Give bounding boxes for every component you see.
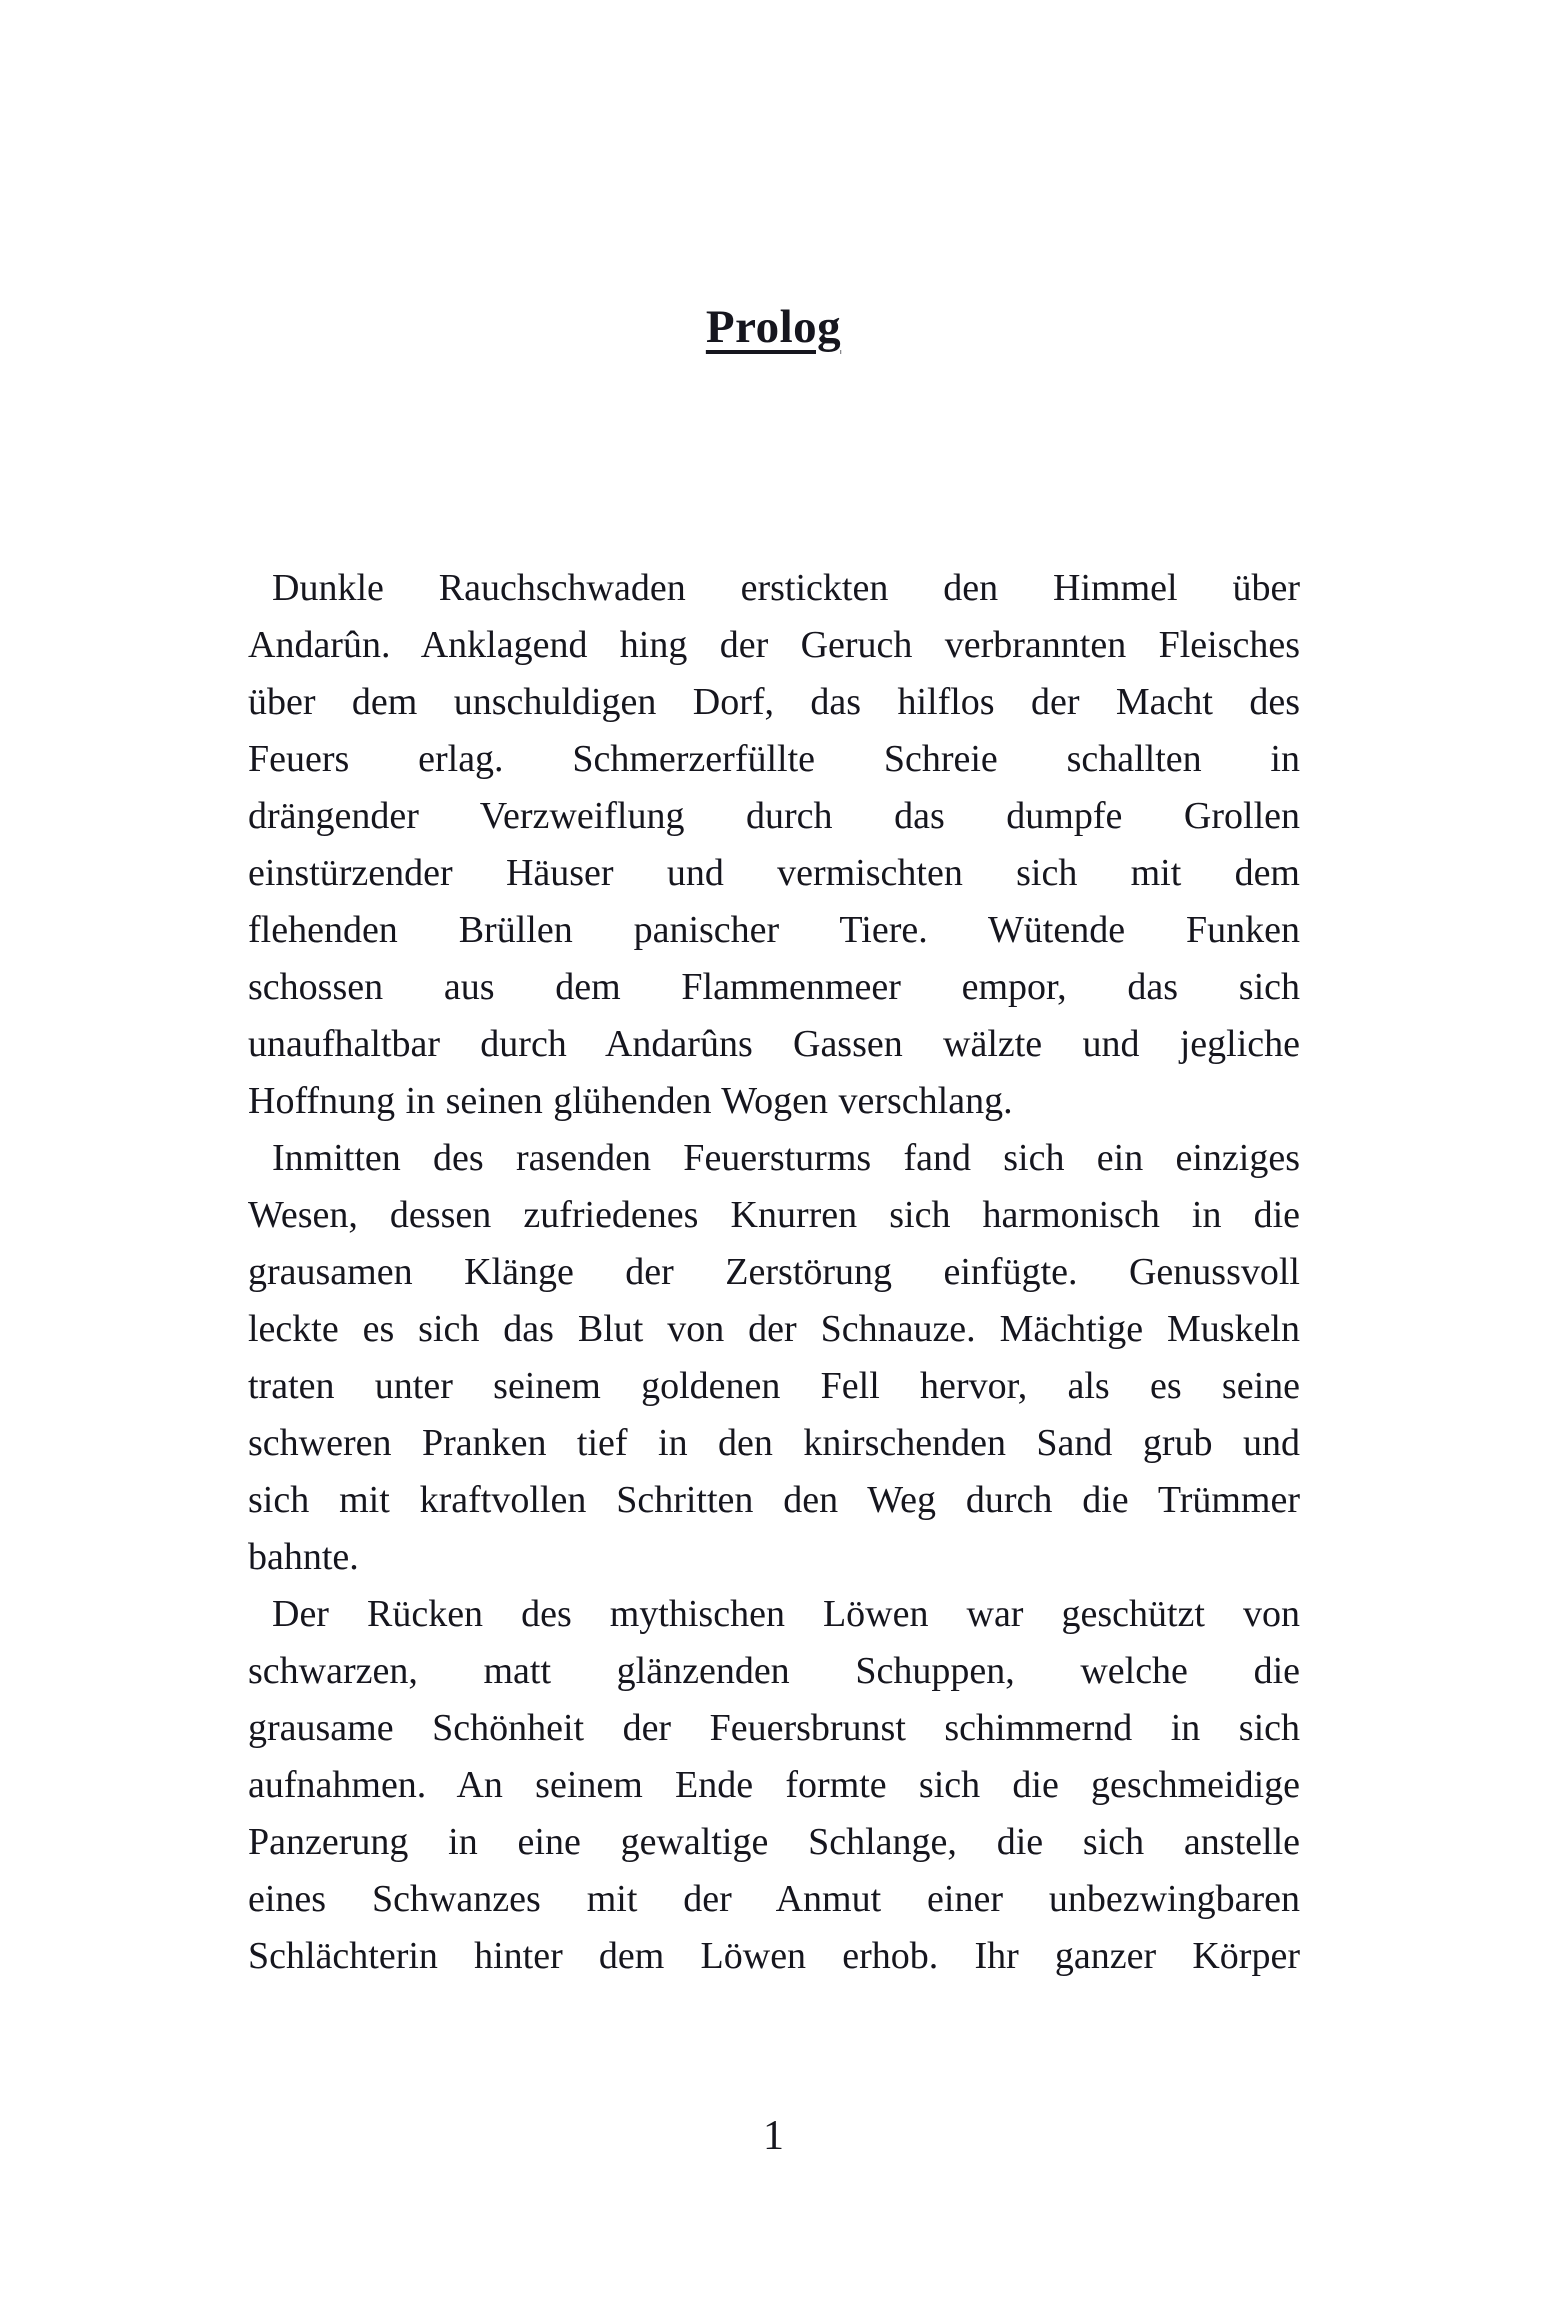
chapter-title-text: Prolog xyxy=(705,301,842,353)
text-line: bahnte. xyxy=(248,1536,359,1578)
body-text xyxy=(248,560,1300,1985)
paragraph xyxy=(248,560,1300,1130)
text-line: unaufhaltbar durch Andarûns Gassen wälzte und jegliche xyxy=(248,1023,1300,1065)
text-line: Dunkle Rauchschwaden erstickten den Himmel über xyxy=(272,567,1300,609)
text-line: Der Rücken des mythischen Löwen war geschützt von xyxy=(272,1593,1300,1635)
text-line: schossen aus dem Flammenmeer empor, das sich xyxy=(248,966,1300,1008)
text-line: schwarzen, matt glänzenden Schuppen, welche die xyxy=(248,1650,1300,1692)
text-line: traten unter seinem goldenen Fell hervor, als es seine xyxy=(248,1365,1300,1407)
text-line: grausamen Klänge der Zerstörung einfügte. Genussvoll xyxy=(248,1251,1300,1293)
text-line: Panzerung in eine gewaltige Schlange, die sich anstelle xyxy=(248,1821,1300,1863)
paragraph xyxy=(248,1130,1300,1586)
text-line: Feuers erlag. Schmerzerfüllte Schreie schallten in xyxy=(248,738,1300,780)
text-line: eines Schwanzes mit der Anmut einer unbezwingbaren xyxy=(248,1878,1300,1920)
text-line: über dem unschuldigen Dorf, das hilflos der Macht des xyxy=(248,681,1300,723)
text-line: sich mit kraftvollen Schritten den Weg durch die Trümmer xyxy=(248,1479,1300,1521)
text-line: aufnahmen. An seinem Ende formte sich die geschmeidige xyxy=(248,1764,1300,1806)
text-line: leckte es sich das Blut von der Schnauze. Mächtige Muskeln xyxy=(248,1308,1300,1350)
page-number: 1 xyxy=(763,2113,784,2159)
chapter-title xyxy=(0,300,1547,354)
text-line: Hoffnung in seinen glühenden Wogen verschlang. xyxy=(248,1080,1013,1122)
text-line: Andarûn. Anklagend hing der Geruch verbrannten Fleisches xyxy=(248,624,1300,666)
text-line: Inmitten des rasenden Feuersturms fand sich ein einziges xyxy=(272,1137,1300,1179)
text-line: schweren Pranken tief in den knirschenden Sand grub und xyxy=(248,1422,1300,1464)
text-line: Wesen, dessen zufriedenes Knurren sich harmonisch in die xyxy=(248,1194,1300,1236)
text-line: flehenden Brüllen panischer Tiere. Wütende Funken xyxy=(248,909,1300,951)
paragraph xyxy=(248,1586,1300,1985)
text-line: drängender Verzweiflung durch das dumpfe Grollen xyxy=(248,795,1300,837)
text-line: Schlächterin hinter dem Löwen erhob. Ihr ganzer Körper xyxy=(248,1935,1300,1977)
text-line: einstürzender Häuser und vermischten sich mit dem xyxy=(248,852,1300,894)
text-line: grausame Schönheit der Feuersbrunst schimmernd in sich xyxy=(248,1707,1300,1749)
